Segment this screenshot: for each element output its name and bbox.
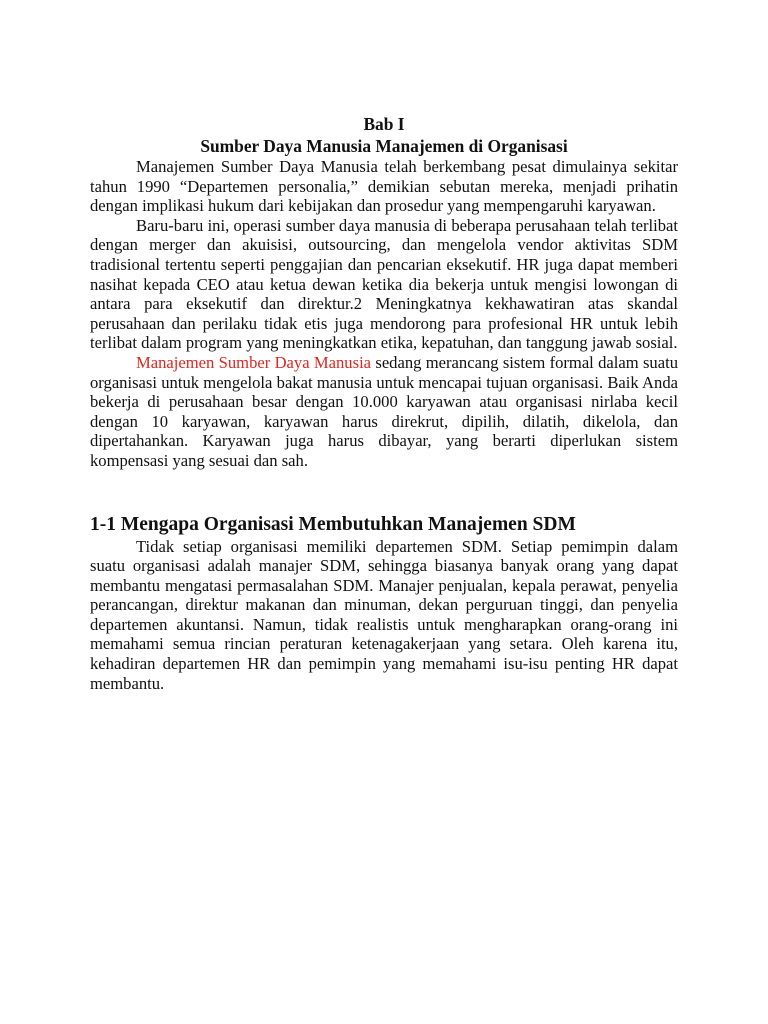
paragraph-hrm-definition-text: sedang merancang sistem formal dalam suatu organisasi untuk mengelola bakat manusia untuk mencapai tujuan organisasi. Baik Anda bekerja di perusahaan besar dengan 10.000 karyawan atau organisasi nirlaba kecil dengan 10 karyawan, karyawan harus direkrut, dipilih, dilatih, dikelola, dan dipertahankan. Karyawan juga harus dibayar, yang berarti diperlukan sistem kompensasi yang sesuai dan sah. [90,352,678,470]
chapter-heading [90,113,678,157]
chapter-title: Sumber Daya Manusia Manajemen di Organisasi [200,136,568,156]
chapter-number: Bab I [363,114,405,134]
paragraph-intro: Manajemen Sumber Daya Manusia telah berkembang pesat dimulainya sekitar tahun 1990 “Departemen personalia,” demikian sebutan mereka, menjadi prihatin dengan implikasi hukum dari kebijakan dan prosedur yang mempengaruhi karyawan. [90,157,678,216]
paragraph-why-organizations: Tidak setiap organisasi memiliki departemen SDM. Setiap pemimpin dalam suatu organisasi adalah manajer SDM, sehingga biasanya banyak orang yang dapat membantu mengatasi permasalahan SDM. Manajer penjualan, kepala perawat, penyelia perancangan, direktur makanan dan minuman, dekan perguruan tinggi, dan penyelia departemen akuntansi. Namun, tidak realistis untuk mengharapkan orang-orang ini memahami semua rincian peraturan ketenagakerjaan yang setara. Oleh karena itu, kehadiran departemen HR dan pemimpin yang memahami isu-isu penting HR dapat membantu. [90,536,678,693]
section-heading: 1-1 Mengapa Organisasi Membutuhkan Manajemen SDM [90,513,576,535]
highlighted-term: Manajemen Sumber Daya Manusia [136,352,372,372]
document-page [90,113,678,693]
paragraph-recent-operations: Baru-baru ini, operasi sumber daya manusia di beberapa perusahaan telah terlibat dengan merger dan akuisisi, outsourcing, dan mengelola vendor aktivitas SDM tradisional tertentu seperti penggajian dan pencarian eksekutif. HR juga dapat memberi nasihat kepada CEO atau ketua dewan ketika dia bekerja untuk mengisi lowongan di antara para eksekutif dan direktur.2 Meningkatnya kekhawatiran atas skandal perusahaan dan perilaku tidak etis juga mendorong para profesional HR untuk lebih terlibat dalam program yang meningkatkan etika, kepatuhan, dan tanggung jawab sosial. [90,215,678,353]
paragraph-hrm-definition [90,353,678,471]
